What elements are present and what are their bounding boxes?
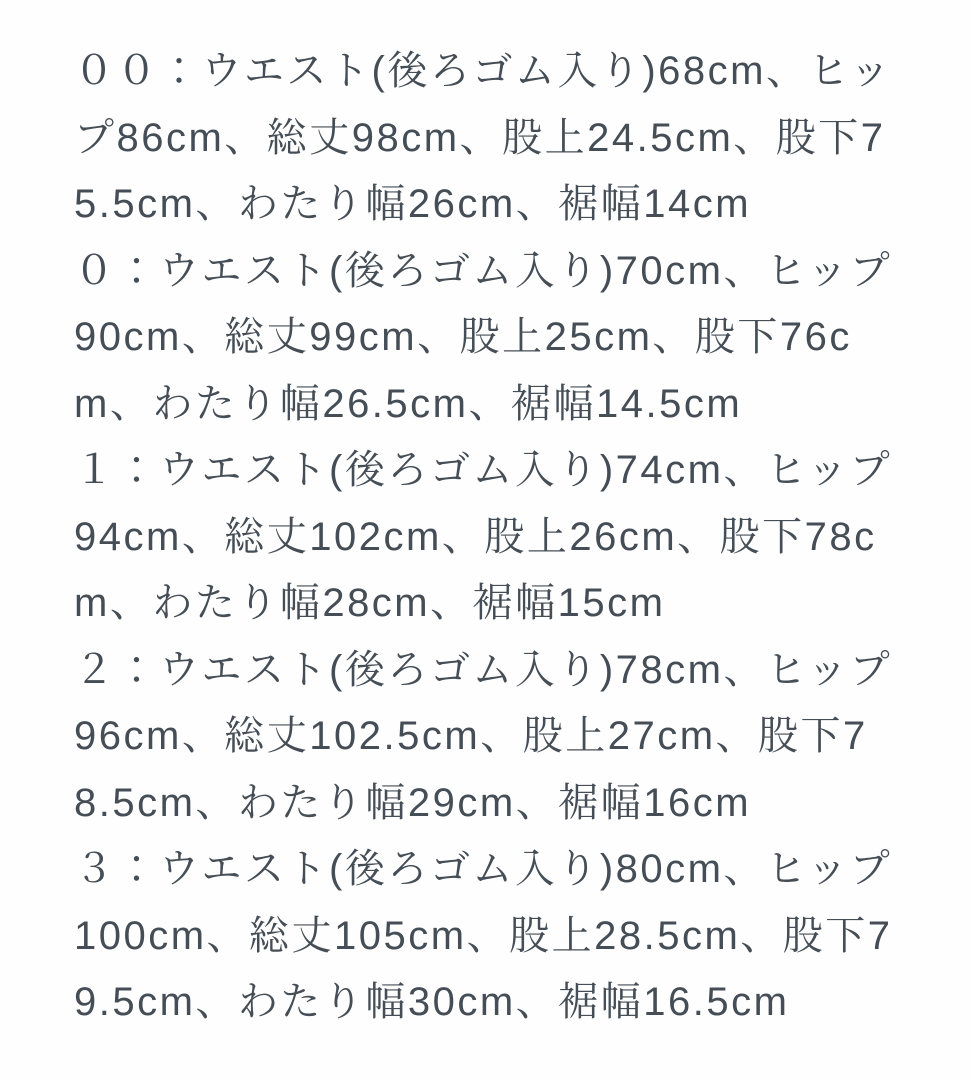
- size-entry-0: ０：ウエスト(後ろゴム入り)70cm、ヒップ90cm、総丈99cm、股上25cm、股下76cm、わたり幅26.5cm、裾幅14.5cm: [74, 248, 893, 426]
- size-entry-2: ２：ウエスト(後ろゴム入り)78cm、ヒップ96cm、総丈102.5cm、股上27cm、股下78.5cm、わたり幅29cm、裾幅16cm: [74, 647, 893, 825]
- size-entry-1: １：ウエスト(後ろゴム入り)74cm、ヒップ94cm、総丈102cm、股上26cm、股下78cm、わたり幅28cm、裾幅15cm: [74, 448, 893, 625]
- size-entry-00: ００：ウエスト(後ろゴム入り)68cm、ヒップ86cm、総丈98cm、股上24.5cm、股下75.5cm、わたり幅26cm、裾幅14cm: [74, 49, 893, 226]
- size-entry-3: ３：ウエスト(後ろゴム入り)80cm、ヒップ100cm、総丈105cm、股上28.5cm、股下79.5cm、わたり幅30cm、裾幅16.5cm: [74, 847, 893, 1024]
